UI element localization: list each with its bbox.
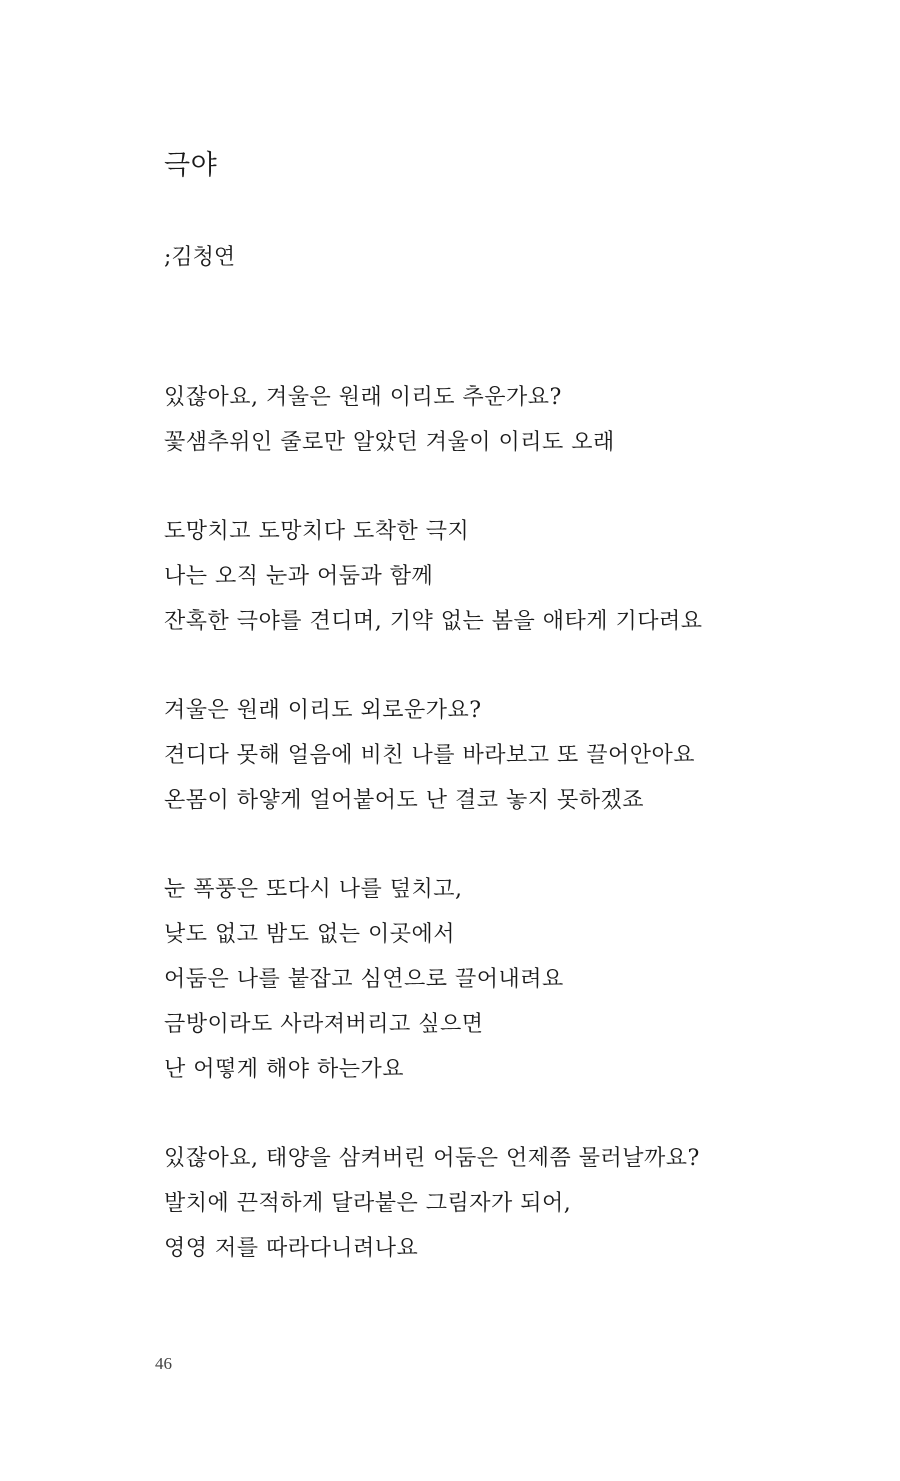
poem-line: 온몸이 하얗게 얼어붙어도 난 결코 놓지 못하겠죠 (164, 788, 645, 813)
poem-line: 잔혹한 극야를 견디며, 기약 없는 봄을 애타게 기다려요 (164, 609, 703, 634)
poem-line: 견디다 못해 얼음에 비친 나를 바라보고 또 끌어안아요 (164, 743, 695, 768)
stanza (164, 867, 804, 1092)
stanza (164, 688, 804, 823)
poem-line: 나는 오직 눈과 어둠과 함께 (164, 564, 434, 589)
poem-line: 꽃샘추위인 줄로만 알았던 겨울이 이리도 오래 (164, 430, 615, 455)
poem-line: 어둠은 나를 붙잡고 심연으로 끌어내려요 (164, 967, 564, 992)
poem-body (164, 375, 804, 1315)
poem-line: 영영 저를 따라다니려나요 (164, 1236, 419, 1261)
poem-line: 있잖아요, 태양을 삼켜버린 어둠은 언제쯤 물러날까요? (164, 1146, 700, 1171)
stanza (164, 375, 804, 465)
stanza (164, 509, 804, 644)
poem-line: 겨울은 원래 이리도 외로운가요? (164, 698, 482, 723)
poem-line: 낮도 없고 밤도 없는 이곳에서 (164, 922, 455, 947)
poem-line: 금방이라도 사라져버리고 싶으면 (164, 1012, 484, 1037)
poem-line: 도망치고 도망치다 도착한 극지 (164, 519, 470, 544)
stanza (164, 1136, 804, 1271)
poem-line: 눈 폭풍은 또다시 나를 덮치고, (164, 877, 463, 902)
poem-author: ;김청연 (164, 245, 236, 270)
poem-line: 난 어떻게 해야 하는가요 (164, 1057, 405, 1082)
page-number: 46 (155, 1354, 172, 1373)
poem-title: 극야 (164, 150, 218, 181)
poem-line: 발치에 끈적하게 달라붙은 그림자가 되어, (164, 1191, 572, 1216)
poem-line: 있잖아요, 겨울은 원래 이리도 추운가요? (164, 385, 562, 410)
